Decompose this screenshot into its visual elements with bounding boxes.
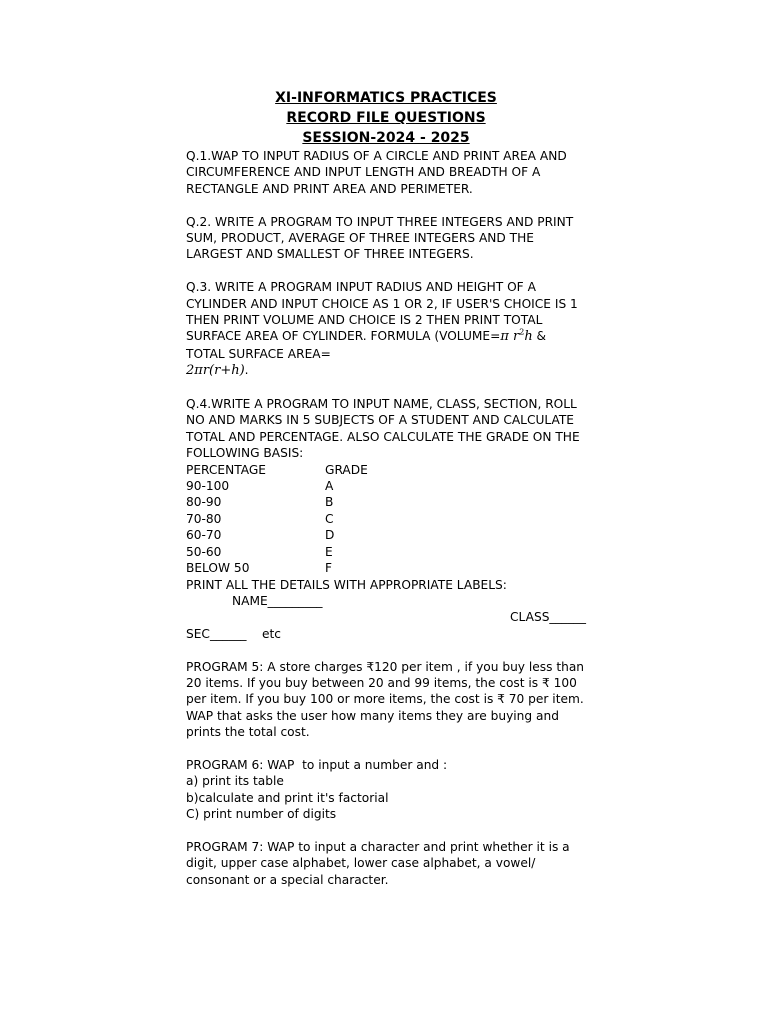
area-formula: 2πr(r+h) — [186, 363, 245, 379]
doc-title: XI-INFORMATICS PRACTICES — [275, 90, 497, 106]
grade-table-header — [186, 462, 586, 478]
document-page — [186, 88, 586, 888]
grade-table — [186, 478, 586, 576]
class-label: CLASS______ — [510, 610, 586, 625]
question-1: Q.1.WAP TO INPUT RADIUS OF A CIRCLE AND PRINT AREA AND CIRCUMFERENCE AND INPUT LENGTH AND BREADTH OF A RECTANGLE AND PRINT AREA AND PERIMETER. — [186, 149, 567, 196]
grade-row: 70-80 C — [186, 511, 334, 526]
question-3: Q.3. WRITE A PROGRAM INPUT RADIUS AND HEIGHT OF A CYLINDER AND INPUT CHOICE AS 1 OR 2, IF USER'S CHOICE IS 1 THEN PRINT VOLUME AND CHOICE IS 2 THEN PRINT TOTAL SURFACE AREA OF CYLINDER. FORMULA (VOLUME=π $r^2h$ & TOTAL SURFACE AREA= 2πr(r+h). — [186, 280, 578, 379]
doc-subtitle: RECORD FILE QUESTIONS — [286, 110, 486, 126]
section-label: SEC______ etc — [186, 626, 281, 641]
program-7: PROGRAM 7: WAP to input a character and print whether it is a digit, upper case alphabet, lower case alphabet, a vowel/ consonant or a special character. — [186, 839, 570, 887]
grade-row: 60-70 D — [186, 528, 335, 543]
name-label: NAME_________ — [232, 593, 323, 608]
doc-session: SESSION-2024 - 2025 — [302, 130, 470, 146]
grade-row: BELOW 50 F — [186, 561, 333, 576]
grade-row: 80-90 B — [186, 495, 334, 510]
percentage-header: PERCENTAGE — [186, 462, 267, 477]
question-3-text: Q.3. WRITE A PROGRAM INPUT RADIUS AND HEIGHT OF A CYLINDER AND INPUT CHOICE AS 1 OR 2, IF USER'S CHOICE IS 1 THEN PRINT VOLUME AND CHOICE IS 2 THEN PRINT TOTAL SURFACE AREA OF CYLINDER. FORMULA (VOLUME= — [186, 280, 578, 344]
grade-row: 90-100 A — [186, 479, 334, 494]
program-6-item: C) print number of digits — [186, 807, 337, 822]
print-instructions: PRINT ALL THE DETAILS WITH APPROPRIATE LABELS: — [186, 577, 507, 592]
question-3-mid: & TOTAL SURFACE AREA= — [186, 329, 547, 361]
question-2: Q.2. WRITE A PROGRAM TO INPUT THREE INTEGERS AND PRINT SUM, PRODUCT, AVERAGE OF THREE INTEGERS AND THE LARGEST AND SMALLEST OF THREE INTEGERS. — [186, 214, 574, 262]
program-5: PROGRAM 5: A store charges ₹120 per item , if you buy less than 20 items. If you buy between 20 and 99 items, the cost is ₹ 100 per item. If you buy 100 or more items, the cost is ₹ 70 per item. WAP that asks the user how many items they are buying and prints the total cost. — [186, 659, 585, 740]
grade-header: GRADE — [325, 462, 368, 477]
program-6-item: b)calculate and print it's factorial — [186, 790, 389, 805]
volume-formula: π $r^2h$ — [500, 328, 533, 345]
question-4-intro: Q.4.WRITE A PROGRAM TO INPUT NAME, CLASS, SECTION, ROLL NO AND MARKS IN 5 SUBJECTS OF A STUDENT AND CALCULATE TOTAL AND PERCENTAGE. ALSO CALCULATE THE GRADE ON THE FOLLOWING BASIS: — [186, 397, 580, 461]
grade-row: 50-60 E — [186, 544, 333, 559]
program-6-item: a) print its table — [186, 774, 284, 789]
program-6-title: PROGRAM 6: WAP to input a number and : — [186, 757, 448, 772]
